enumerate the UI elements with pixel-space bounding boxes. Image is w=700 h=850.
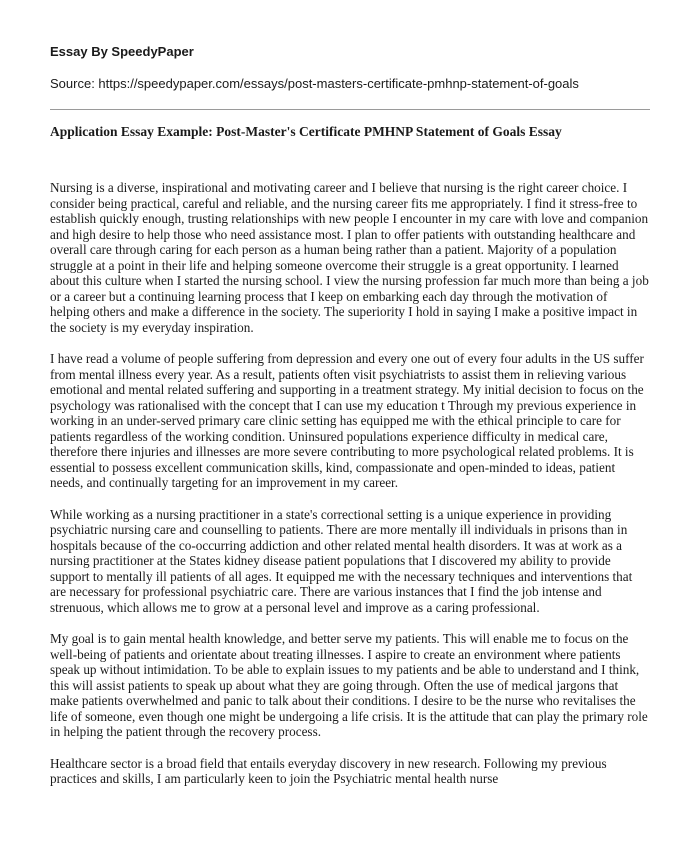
essay-paragraph: Nursing is a diverse, inspirational and motivating career and I believe that nursing is the right career choice. I consider being practical, careful and reliable, and the nursing career fits me appropriately. I find it stress-free to establish quickly enough, trusting relationships with new people I encounter in my care with love and companion and high desire to help those who need assistance most. I plan to offer patients with outstanding healthcare and overall care through caring for each person as a human being rather than a patient. Majority of a population struggle at a point in their life and helping someone overcome their struggle is a great opportunity. I learned about this culture when I started the nursing school. I view the nursing profession far much more than being a job or a career but a continuing learning process that I keep on embarking each day through the motivation of helping others and make a difference in the society. The superiority I hold in saying I make a positive impact in the society is my everyday inspiration. [50,180,649,335]
essay-title: Application Essay Example: Post-Master's Certificate PMHNP Statement of Goals Essay [50,124,562,139]
essay-paragraph: Healthcare sector is a broad field that entails everyday discovery in new research. Following my previous practices and skills, I am particularly keen to join the Psychiatric mental health nurse [50,755,607,786]
document-source-line: Source: https://speedypaper.com/essays/post-masters-certificate-pmhnp-statement-of-goals [50,76,579,91]
essay-body [50,180,650,787]
essay-paragraph: While working as a nursing practitioner in a state's correctional setting is a unique experience in providing psychiatric nursing care and counselling to patients. There are more mentally ill individuals in prisons than in hospitals because of the co-occurring addiction and other related mental health disorders. It was at work as a nursing practitioner at the States kidney disease patient populations that I discovered my ability to provide support to mentally ill patients of all ages. It equipped me with the necessary techniques and interventions that are necessary for professional psychiatric care. There are various instances that I find the job intense and strenuous, which allows me to grow at a personal level and improve as a caring professional. [50,506,633,615]
header-divider [50,109,650,110]
document-header-title: Essay By SpeedyPaper [50,44,194,59]
essay-paragraph: My goal is to gain mental health knowledge, and better serve my patients. This will enable me to focus on the well-being of patients and orientate about treating illnesses. I aspire to create an environment where patients speak up without intimidation. To be able to explain issues to my patients and be able to understand and I think, this will assist patients to speak up about what they are going through. Often the use of medical jargons that make patients overwhelmed and panic to talk about their conditions. I desire to be the nurse who revitalises the life of someone, even though one might be undergoing a life crisis. It is the attitude that can play the primary role in helping the patient through the recovery process. [50,631,648,739]
essay-paragraph: I have read a volume of people suffering from depression and every one out of every four adults in the US suffer from mental illness every year. As a result, patients often visit psychiatrists to assist them in relieving various emotional and mental related suffering and supporting in a treatment strategy. My initial decision to focus on the psychology was rationalised with the concept that I can use my education t Through my previous experience in working in an under-served primary care clinic setting has equipped me with the ethical principle to care for patients regardless of the working condition. Uninsured populations experience difficulty in medical care, therefore there injuries and illnesses are more severe contributing to more psychological related problems. It is essential to possess excellent communication skills, kind, compassionate and open-minded to ideas, patient needs, and continually targeting for an improvement in my career. [50,351,644,490]
